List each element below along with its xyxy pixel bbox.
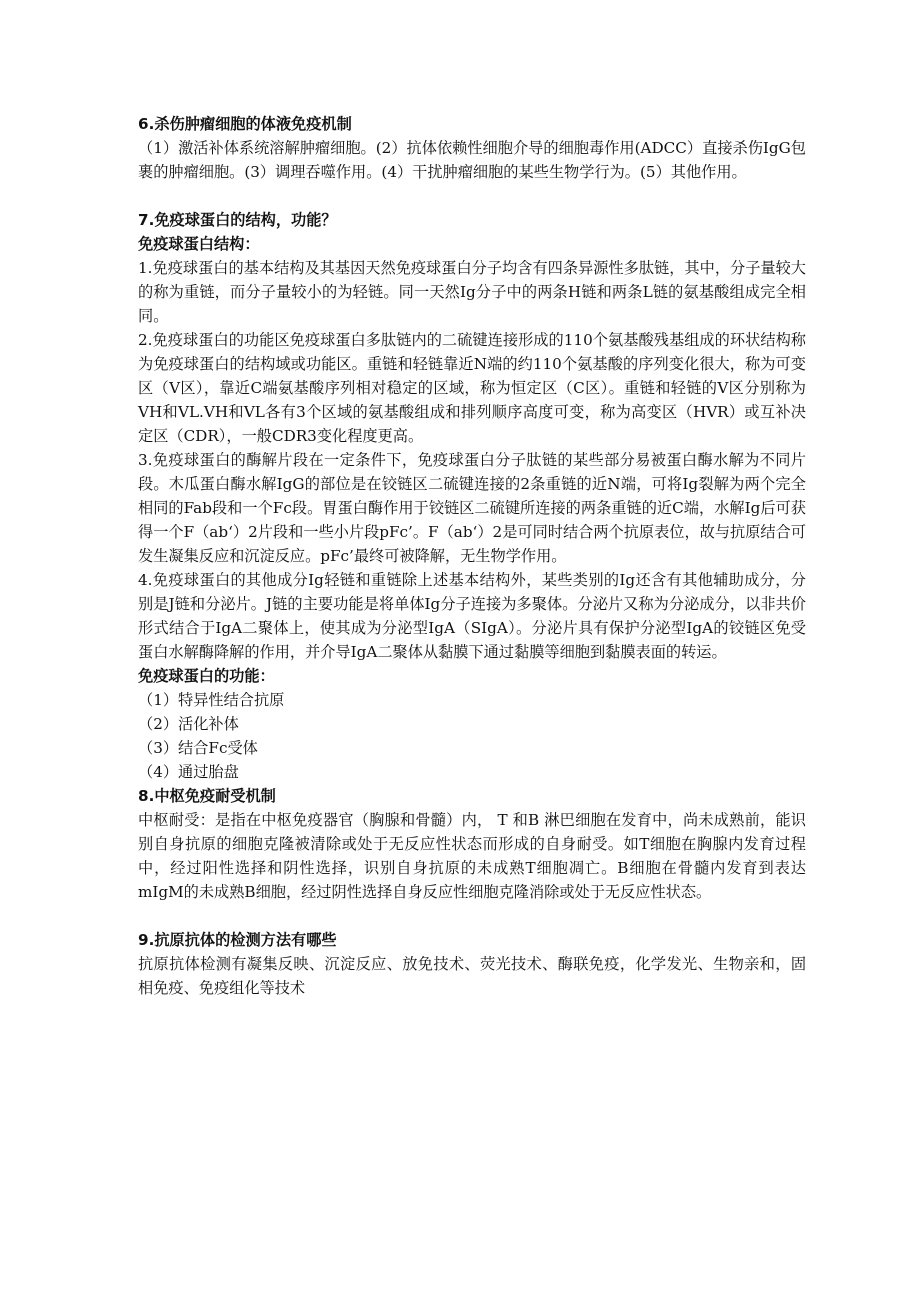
structure-paragraph-3: 3.免疫球蛋白的酶解片段在一定条件下，免疫球蛋白分子肽链的某些部分易被蛋白酶水解为不同片段。木瓜蛋白酶水解IgG的部位是在铰链区二硫键连接的2条重链的近N端，可将Ig裂解为两个完全相同的Fab段和一个Fc段。胃蛋白酶作用于铰链区二硫键所连接的两条重链的近C端，水解Ig后可获得一个F（ab‘）2片段和一些小片段pFc’。F（ab‘）2是可同时结合两个抗原表位，故与抗原结合可发生凝集反应和沉淀反应。pFc’最终可被降解，无生物学作用。	[138, 451, 806, 565]
function-subtitle: 免疫球蛋白的功能：	[138, 667, 275, 685]
section-6-paragraph: （1）激活补体系统溶解肿瘤细胞。(2）抗体依赖性细胞介导的细胞毒作用(ADCC）直接杀伤IgG包裹的肿瘤细胞。(3）调理吞噬作用。(4）干扰肿瘤细胞的某些生物学行为。(5）其他作用。	[138, 139, 806, 181]
section-7-title: 7.免疫球蛋白的结构，功能？	[138, 211, 337, 229]
structure-paragraph-2: 2.免疫球蛋白的功能区免疫球蛋白多肽链内的二硫键连接形成的110个氨基酸残基组成的环状结构称为免疫球蛋白的结构域或功能区。重链和轻链靠近N端的约110个氨基酸的序列变化很大，称为可变区（V区），靠近C端氨基酸序列相对稳定的区域，称为恒定区（C区）。重链和轻链的V区分别称为VH和VL.VH和VL各有3个区域的氨基酸组成和排列顺序高度可变，称为高变区（HVR）或互补决定区（CDR），一般CDR3变化程度更高。	[138, 331, 806, 445]
function-item: （1）特异性结合抗原	[138, 691, 285, 709]
spacer	[138, 184, 806, 208]
section-6-title: 6.杀伤肿瘤细胞的体液免疫机制	[138, 115, 352, 133]
structure-paragraph-4: 4.免疫球蛋白的其他成分Ig轻链和重链除上述基本结构外，某些类别的Ig还含有其他辅助成分，分别是J链和分泌片。J链的主要功能是将单体Ig分子连接为多聚体。分泌片又称为分泌成分，以非共价形式结合于IgA二聚体上，使其成为分泌型IgA（SIgA）。分泌片具有保护分泌型IgA的铰链区免受蛋白水解酶降解的作用，并介导IgA二聚体从黏膜下通过黏膜等细胞到黏膜表面的转运。	[138, 571, 806, 661]
function-item: （2）活化补体	[138, 715, 239, 733]
document-body	[138, 112, 806, 1000]
section-9-title: 9.抗原抗体的检测方法有哪些	[138, 931, 337, 949]
function-item: （4）通过胎盘	[138, 763, 239, 781]
function-item: （3）结合Fc受体	[138, 739, 258, 757]
spacer	[138, 904, 806, 928]
structure-subtitle: 免疫球蛋白结构：	[138, 235, 260, 253]
section-8-title: 8.中枢免疫耐受机制	[138, 787, 276, 805]
section-9-paragraph: 抗原抗体检测有凝集反映、沉淀反应、放免技术、荧光技术、酶联免疫，化学发光、生物亲和，固相免疫、免疫组化等技术	[138, 955, 806, 997]
section-8-paragraph: 中枢耐受：是指在中枢免疫器官（胸腺和骨髓）内， T 和B 淋巴细胞在发育中，尚未成熟前，能识别自身抗原的细胞克隆被清除或处于无反应性状态而形成的自身耐受。如T细胞在胸腺内发育过程中，经过阳性选择和阴性选择，识别自身抗原的未成熟T细胞凋亡。B细胞在骨髓内发育到表达mIgM的未成熟B细胞，经过阴性选择自身反应性细胞克隆消除或处于无反应性状态。	[138, 811, 806, 901]
structure-paragraph-1: 1.免疫球蛋白的基本结构及其基因天然免疫球蛋白分子均含有四条异源性多肽链，其中，分子量较大的称为重链，而分子量较小的为轻链。同一天然Ig分子中的两条H链和两条L链的氨基酸组成完全相同。	[138, 259, 806, 325]
